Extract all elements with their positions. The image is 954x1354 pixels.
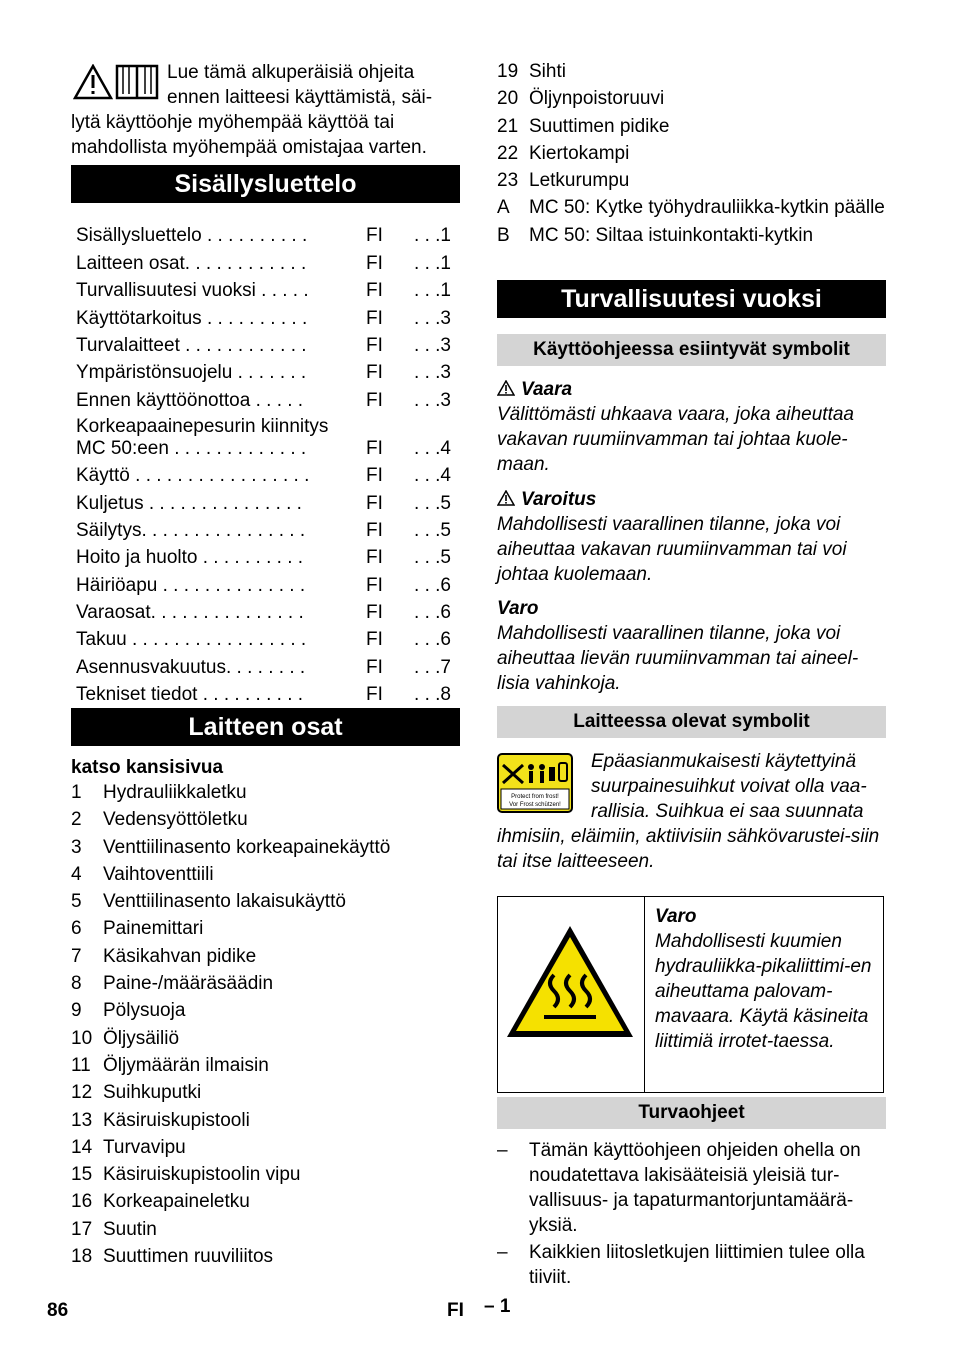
- item-text: Öljynpoistoruuvi: [529, 88, 665, 110]
- bullet-text: Kaikkien liitosletkujen liittimien tulee olla tiiviit.: [529, 1242, 865, 1288]
- list-item: [71, 861, 460, 888]
- safety-instructions: [497, 1138, 886, 1292]
- toc-entry-lang: FI: [366, 280, 383, 302]
- list-item: [497, 58, 886, 85]
- toc-entry-lang: FI: [366, 334, 383, 356]
- bullet-dash: –: [497, 1242, 508, 1263]
- varoitus-label: Varoitus: [521, 489, 597, 510]
- intro-icons: [71, 60, 161, 102]
- item-text: Paine-/määräsäädin: [103, 973, 274, 995]
- item-text: Vedensyöttöletku: [103, 809, 248, 831]
- list-item: [71, 1134, 460, 1161]
- item-text: MC 50: Kytke työhydrauliikka-kytkin päälle: [529, 197, 885, 219]
- toc-entry-page: . . .1: [414, 252, 451, 274]
- toc-entry-lang: FI: [366, 492, 383, 514]
- toc-entry-title: Ympäristönsuojelu . . . . . . .: [76, 362, 307, 384]
- toc-entry[interactable]: [76, 357, 456, 384]
- toc-entry-lang: FI: [366, 252, 383, 274]
- toc-entry-title: Häiriöapu . . . . . . . . . . . . . .: [76, 574, 306, 596]
- item-text: Pölysuoja: [103, 1000, 186, 1022]
- varo-block: [497, 596, 886, 696]
- toc-entry-title: Takuu . . . . . . . . . . . . . . . . .: [76, 629, 307, 651]
- manual-book-icon: [115, 64, 159, 100]
- intro-line-2: ennen laitteesi käyttämistä, säi-: [167, 87, 433, 108]
- item-text: Hydrauliikkaletku: [103, 782, 247, 803]
- toc-entry[interactable]: [76, 651, 456, 678]
- toc-entry-page: . . .7: [414, 656, 451, 678]
- item-text: Käsiruiskupistooli: [103, 1109, 250, 1131]
- item-text: Käsiruiskupistoolin vipu: [103, 1164, 301, 1186]
- toc-entry-page: . . .6: [414, 602, 451, 624]
- varoitus-text: Mahdollisesti vaarallinen tilanne, joka voi aiheuttaa vakavan ruumiinvamman tai voi johtaa kuolemaan.: [497, 514, 847, 585]
- list-item: [497, 1240, 886, 1290]
- footer-language: FI: [447, 1300, 464, 1321]
- toc-entry-title: Sisällysluettelo . . . . . . . . . .: [76, 225, 308, 247]
- list-item: [71, 1161, 460, 1188]
- toc-entry-title: Varaosat. . . . . . . . . . . . . . .: [76, 602, 304, 624]
- list-item: [71, 997, 460, 1024]
- item-text: Venttiilinasento lakaisukäyttö: [103, 891, 346, 913]
- item-number: B: [497, 224, 510, 246]
- intro-block: [71, 60, 460, 160]
- toc-heading: Sisällysluettelo: [71, 165, 460, 203]
- vaara-text: Välittömästi uhkaava vaara, joka aiheuttaa vakavan ruumiinvamman tai johtaa kuole-maan.: [497, 404, 854, 475]
- page-number: 86: [47, 1300, 69, 1321]
- toc-entry-page: . . .5: [414, 492, 451, 514]
- box-text: Mahdollisesti kuumien hydrauliikka-pikaliittimi-en aiheuttama palovam-mavaara. Käytä käsineita liittimiä irrotet-taessa.: [655, 931, 872, 1052]
- toc-entry-title: Säilytys. . . . . . . . . . . . . . . .: [76, 519, 306, 541]
- toc-entry[interactable]: [76, 569, 456, 596]
- toc-entry-lang: FI: [366, 602, 383, 624]
- list-item: [71, 834, 460, 861]
- safety-heading: Turvallisuutesi vuoksi: [497, 280, 886, 318]
- toc-entry-lang: FI: [366, 656, 383, 678]
- parts-heading: Laitteen osat: [71, 708, 460, 746]
- toc-entry[interactable]: [76, 487, 456, 514]
- intro-line-1: Lue tämä alkuperäisiä ohjeita: [167, 62, 415, 83]
- list-item: [497, 167, 886, 194]
- item-number: 21: [497, 115, 519, 137]
- list-item: [71, 1079, 460, 1106]
- parts-subheading: katso kansisivua: [71, 757, 224, 778]
- toc-entry[interactable]: [76, 412, 456, 460]
- list-item: [71, 1025, 460, 1052]
- item-number: 12: [71, 1082, 93, 1104]
- item-number: 6: [71, 918, 82, 940]
- list-item: [71, 806, 460, 833]
- list-item: [497, 140, 886, 167]
- toc-entry-page: . . .5: [414, 519, 451, 541]
- device-symbols-heading: Laitteessa olevat symbolit: [497, 706, 886, 738]
- toc-entry-lang: FI: [366, 519, 383, 541]
- item-number: 5: [71, 891, 82, 913]
- item-number: 10: [71, 1027, 93, 1049]
- item-number: 7: [71, 945, 82, 967]
- footer-subpage: – 1: [484, 1296, 511, 1317]
- item-number: 22: [497, 142, 519, 164]
- toc-entry-title: Käyttötarkoitus . . . . . . . . . .: [76, 307, 308, 329]
- item-text: Suihkuputki: [103, 1082, 202, 1104]
- list-item: [71, 1188, 460, 1215]
- toc-entry-page: . . .1: [414, 280, 451, 302]
- toc-entry-lang: FI: [366, 307, 383, 329]
- item-text: Painemittari: [103, 918, 204, 940]
- symbols-heading: Käyttöohjeessa esiintyvät symbolit: [497, 334, 886, 366]
- label-line-1: Protect from frost!: [511, 794, 559, 800]
- hot-surface-warning-box: [497, 896, 884, 1093]
- toc-entry-page: . . .6: [414, 574, 451, 596]
- toc-entry[interactable]: [76, 624, 456, 651]
- vaara-label: Vaara: [521, 379, 573, 400]
- vaara-block: [497, 377, 886, 477]
- toc-entry[interactable]: [76, 384, 456, 411]
- hot-surface-warning-icon: [504, 923, 636, 1041]
- toc-entry-lang: FI: [366, 225, 383, 247]
- toc-entry[interactable]: [76, 275, 456, 302]
- list-item: [71, 1107, 460, 1134]
- item-number: 16: [71, 1191, 93, 1213]
- toc-entry-title: Ennen käyttöönottoa . . . . .: [76, 389, 304, 411]
- varoitus-block: [497, 487, 886, 587]
- toc-entry[interactable]: [76, 542, 456, 569]
- toc-entry-lang: FI: [366, 684, 383, 706]
- item-number: 8: [71, 973, 82, 995]
- toc-entry-page: . . .3: [414, 362, 451, 384]
- item-number: 13: [71, 1109, 93, 1131]
- list-item: [497, 85, 886, 112]
- intro-line-4: mahdollista myöhempää omistajaa varten.: [71, 137, 427, 158]
- parts-list-continued: [497, 58, 886, 249]
- toc-entry-title: Käyttö . . . . . . . . . . . . . . . . .: [76, 465, 310, 487]
- item-number: 15: [71, 1164, 93, 1186]
- toc-entry-title: Hoito ja huolto . . . . . . . . . .: [76, 547, 304, 569]
- toc-entry-title-line-1: Korkeapaainepesurin kiinnitys: [76, 415, 329, 437]
- item-number: A: [497, 197, 510, 219]
- item-number: 20: [497, 88, 519, 110]
- device-symbol-text: Epäasianmukaisesti käytettyinä suurpainesuihkut voivat olla vaa-rallisia. Suihkua ei saa suunnata ihmisiin, eläimiin, aktiivisiin sähkövarustei-siin tai itse laitteeseen.: [497, 751, 880, 872]
- item-number: 3: [71, 836, 82, 858]
- item-text: Sihti: [529, 61, 566, 82]
- toc-entry[interactable]: [76, 220, 456, 247]
- toc-entry-lang: FI: [366, 574, 383, 596]
- list-item: [71, 1243, 460, 1270]
- box-label: Varo: [655, 906, 697, 927]
- item-number: 17: [71, 1218, 93, 1240]
- item-text: Suutin: [103, 1218, 157, 1240]
- varo-label: Varo: [497, 598, 539, 619]
- warning-triangle-icon: [73, 64, 113, 100]
- toc-entry-title: Asennusvakuutus. . . . . . . .: [76, 656, 306, 678]
- item-number: 4: [71, 863, 82, 885]
- toc-entry[interactable]: [76, 247, 456, 274]
- item-text: Kiertokampi: [529, 142, 630, 164]
- toc-entry-page: . . .4: [414, 437, 451, 459]
- toc-entry[interactable]: [76, 460, 456, 487]
- toc-entry-lang: FI: [366, 437, 383, 459]
- toc-entry[interactable]: [76, 330, 456, 357]
- item-text: Öljysäiliö: [103, 1027, 180, 1049]
- item-number: 9: [71, 1000, 82, 1022]
- box-divider: [644, 897, 645, 1092]
- item-number: 18: [71, 1246, 93, 1268]
- toc-entry-lang: FI: [366, 362, 383, 384]
- toc-entry-title: Turvalaitteet . . . . . . . . . . . .: [76, 334, 307, 356]
- toc-entry-page: . . .3: [414, 307, 451, 329]
- list-item: [71, 915, 460, 942]
- label-line-2: Vor Frost schützen!: [509, 802, 561, 808]
- item-text: Öljymäärän ilmaisin: [103, 1054, 269, 1076]
- device-symbol-block: [497, 749, 886, 874]
- toc-entry[interactable]: [76, 679, 456, 706]
- warning-triangle-icon: [497, 490, 515, 506]
- toc-entry-title: Laitteen osat. . . . . . . . . . . .: [76, 252, 307, 274]
- item-text: Suuttimen ruuviliitos: [103, 1246, 274, 1268]
- toc-entry[interactable]: [76, 515, 456, 542]
- item-text: Vaihtoventtiili: [103, 863, 214, 885]
- list-item: [497, 1138, 886, 1238]
- item-number: 19: [497, 61, 519, 82]
- toc-entry-page: . . .3: [414, 389, 451, 411]
- item-text: Korkeapaineletku: [103, 1191, 250, 1213]
- toc-entry-page: . . .3: [414, 334, 451, 356]
- item-number: 14: [71, 1136, 93, 1158]
- high-pressure-warning-label-icon: [497, 753, 573, 813]
- item-number: 23: [497, 170, 519, 192]
- toc-entry-title: Kuljetus . . . . . . . . . . . . . . .: [76, 492, 302, 514]
- toc-entry-title: Turvallisuutesi vuoksi . . . . .: [76, 280, 309, 302]
- list-item: [497, 222, 886, 249]
- list-item: [71, 943, 460, 970]
- bullet-text: Tämän käyttöohjeen ohjeiden ohella on noudatettava lakisääteisiä yleisiä tur-vallisuus- ja tapaturmantorjuntamäärä-yksiä.: [529, 1140, 861, 1236]
- item-text: Käsikahvan pidike: [103, 945, 257, 967]
- varo-text: Mahdollisesti vaarallinen tilanne, joka voi aiheuttaa lievän ruumiinvamman tai aineel-lisia vahinkoja.: [497, 623, 859, 694]
- toc-entry-lang: FI: [366, 465, 383, 487]
- toc-entry-lang: FI: [366, 629, 383, 651]
- toc-entry-page: . . .6: [414, 629, 451, 651]
- item-number: 11: [71, 1054, 91, 1076]
- toc-entry-title: [76, 416, 338, 460]
- item-text: MC 50: Siltaa istuinkontakti-kytkin: [529, 224, 814, 246]
- item-text: Suuttimen pidike: [529, 115, 670, 137]
- toc-entry-page: . . .1: [414, 225, 451, 247]
- list-item: [71, 779, 460, 806]
- list-item: [71, 888, 460, 915]
- parts-list: [71, 755, 460, 1270]
- item-text: Letkurumpu: [529, 170, 630, 192]
- bullet-dash: –: [497, 1140, 508, 1161]
- toc-entry-page: . . .4: [414, 465, 451, 487]
- list-item: [71, 1216, 460, 1243]
- toc-entry-page: . . .5: [414, 547, 451, 569]
- list-item: [497, 194, 886, 221]
- item-number: 2: [71, 809, 82, 831]
- item-number: 1: [71, 782, 82, 803]
- list-item: [71, 970, 460, 997]
- toc-entry-lang: FI: [366, 547, 383, 569]
- toc-entry-lang: FI: [366, 389, 383, 411]
- table-of-contents: [76, 220, 456, 706]
- toc-entry[interactable]: [76, 597, 456, 624]
- toc-entry-title-line-2: MC 50:een . . . . . . . . . . . . .: [76, 437, 307, 459]
- list-item: [71, 1052, 460, 1079]
- instructions-heading: Turvaohjeet: [497, 1097, 886, 1129]
- warning-triangle-icon: [497, 380, 515, 396]
- item-text: Venttiilinasento korkeapainekäyttö: [103, 836, 391, 858]
- toc-entry[interactable]: [76, 302, 456, 329]
- intro-line-3: lytä käyttöohje myöhempää käyttöä tai: [71, 112, 395, 133]
- list-item: [497, 113, 886, 140]
- toc-entry-title: Tekniset tiedot . . . . . . . . . .: [76, 684, 304, 706]
- toc-entry-page: . . .8: [414, 684, 451, 706]
- item-text: Turvavipu: [103, 1136, 186, 1158]
